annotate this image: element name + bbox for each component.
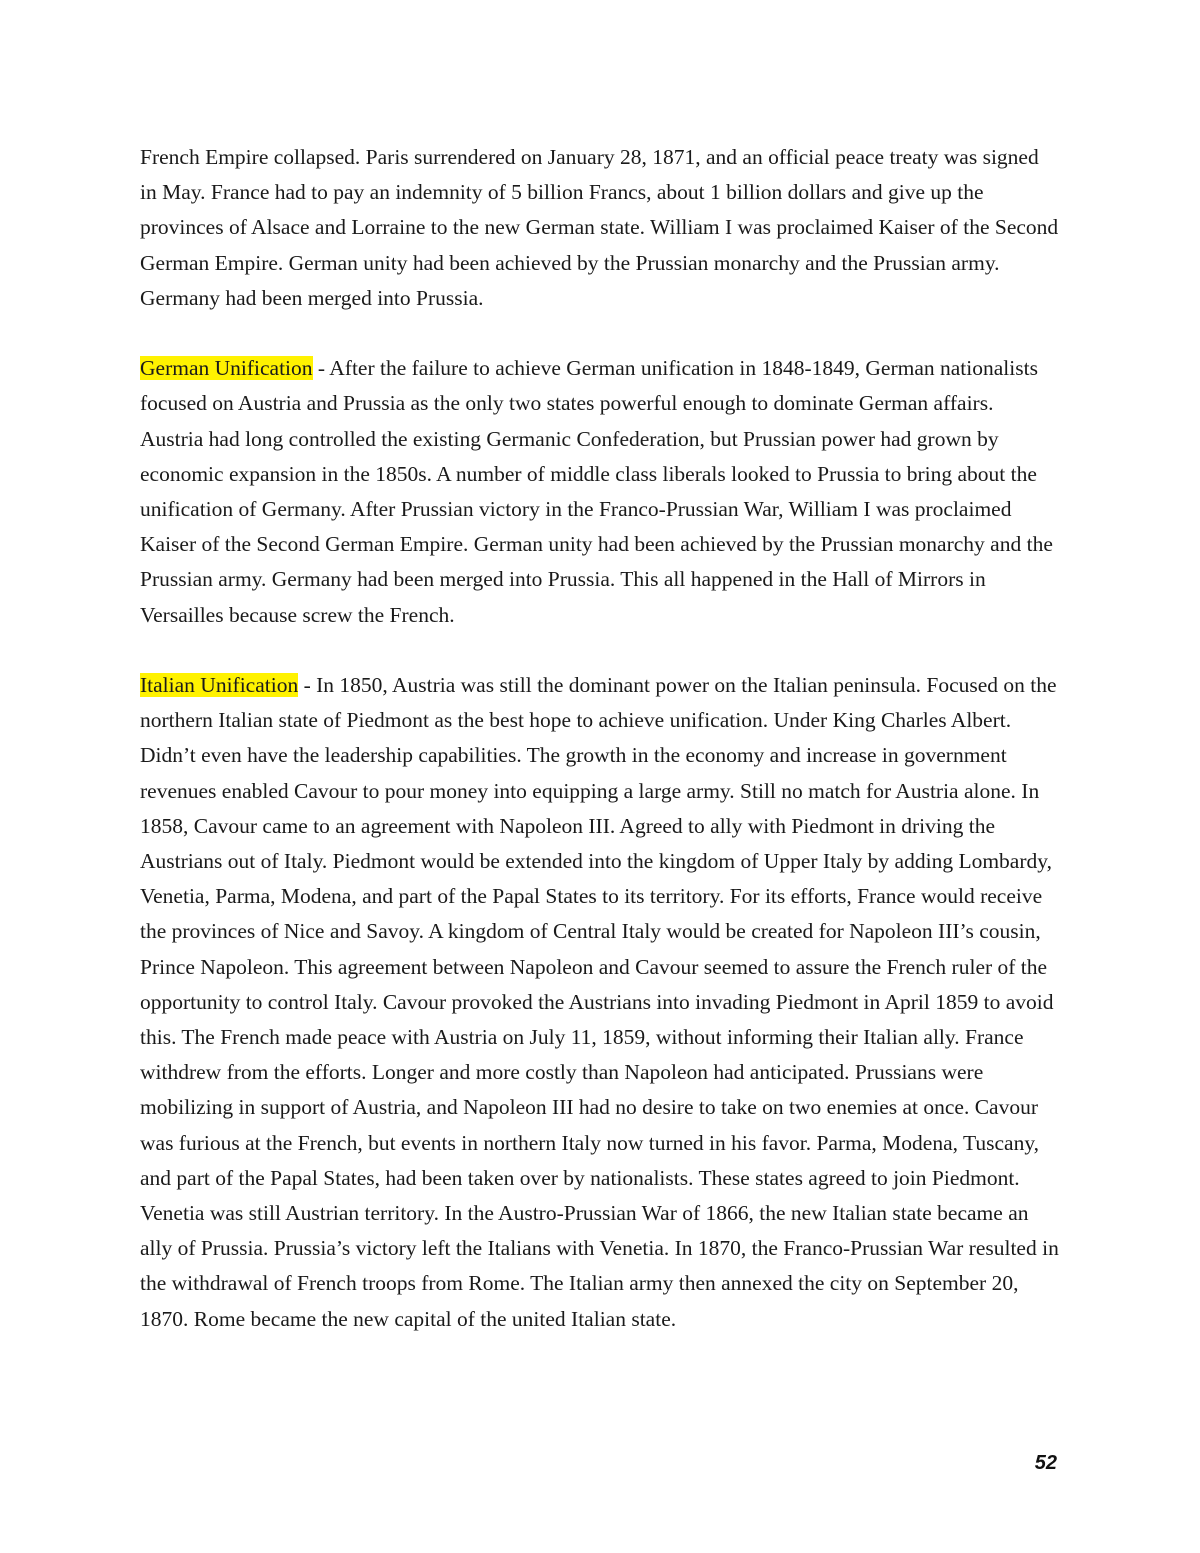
page-number: 52 — [1034, 1452, 1057, 1474]
highlighted-term: Italian Unification — [140, 673, 299, 698]
highlighted-term: German Unification — [140, 356, 313, 381]
paragraph-text: - In 1850, Austria was still the dominant power on the Italian peninsula. Focused on the northern Italian state of Piedmont as the best hope to achieve unification. Under King Charles Albert. Didn’t even have the leadership capabilities. The growth in the economy and increase in government revenues enabled Cavour to pour money into equipping a large army. Still no match for Austria alone. In 1858, Cavour came to an agreement with Napoleon III. Agreed to ally with Piedmont in driving the Austrians out of Italy. Piedmont would be extended into the kingdom of Upper Italy by adding Lombardy, Venetia, Parma, Modena, and part of the Papal States to its territory. For its efforts, France would receive the provinces of Nice and Savoy. A kingdom of Central Italy would be created for Napoleon III’s cousin, Prince Napoleon. This agreement between Napoleon and Cavour seemed to assure the French ruler of the opportunity to control Italy. Cavour provoked the Austrians into invading Piedmont in April 1859 to avoid this. The French made peace with Austria on July 11, 1859, without informing their Italian ally. France withdrew from the efforts. Longer and more costly than Napoleon had anticipated. Prussians were mobilizing in support of Austria, and Napoleon III had no desire to take on two enemies at once. Cavour was furious at the French, but events in northern Italy now turned in his favor. Parma, Modena, Tuscany, and part of the Papal States, had been taken over by nationalists. These states agreed to join Piedmont. Venetia was still Austrian territory. In the Austro-Prussian War of 1866, the new Italian state became an ally of Prussia. Prussia’s victory left the Italians with Venetia. In 1870, the Franco-Prussian War resulted in the withdrawal of French troops from Rome. The Italian army then annexed the city on September 20, 1870. Rome became the new capital of the united Italian state. — [140, 673, 1059, 1331]
paragraph-italian-unification — [140, 668, 1060, 1337]
paragraph-text: French Empire collapsed. Paris surrendered on January 28, 1871, and an official peace treaty was signed in May. France had to pay an indemnity of 5 billion Francs, about 1 billion dollars and give up the provinces of Alsace and Lorraine to the new German state. William I was proclaimed Kaiser of the Second German Empire. German unity had been achieved by the Prussian monarchy and the Prussian army. Germany had been merged into Prussia. — [140, 145, 1059, 310]
page-body — [140, 140, 1060, 1372]
paragraph-french-empire — [140, 140, 1060, 316]
paragraph-german-unification — [140, 351, 1060, 633]
paragraph-text: - After the failure to achieve German unification in 1848-1849, German nationalists focused on Austria and Prussia as the only two states powerful enough to dominate German affairs. Austria had long controlled the existing Germanic Confederation, but Prussian power had grown by economic expansion in the 1850s. A number of middle class liberals looked to Prussia to bring about the unification of Germany. After Prussian victory in the Franco-Prussian War, William I was proclaimed Kaiser of the Second German Empire. German unity had been achieved by the Prussian monarchy and the Prussian army. Germany had been merged into Prussia. This all happened in the Hall of Mirrors in Versailles because screw the French. — [140, 356, 1053, 627]
